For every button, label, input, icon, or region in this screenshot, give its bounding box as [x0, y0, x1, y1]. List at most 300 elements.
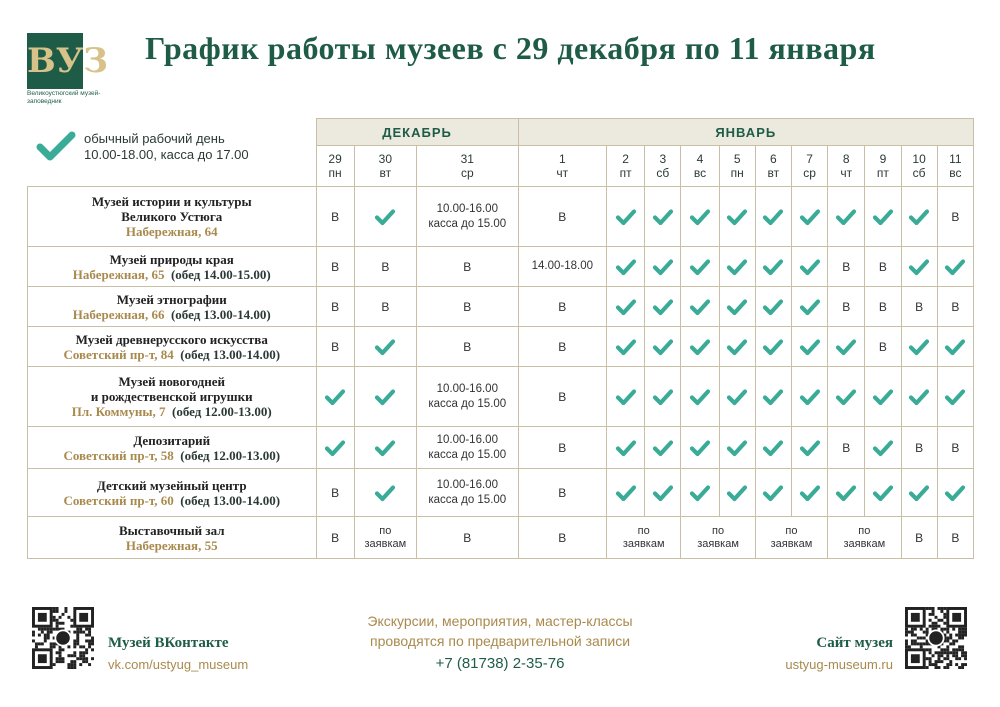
open-day-cell: [645, 327, 681, 367]
open-day-cell: [645, 367, 681, 427]
open-day-cell: [607, 187, 645, 247]
check-icon: [689, 258, 711, 276]
cell-text-line: по: [858, 524, 871, 537]
museum-lunch: (обед 12.00-13.00): [172, 404, 272, 419]
open-day-cell: [681, 247, 719, 287]
check-icon: [762, 388, 784, 406]
open-day-cell: [755, 287, 791, 327]
open-day-cell: [645, 427, 681, 469]
open-day-cell: [645, 287, 681, 327]
open-day-cell: [316, 367, 354, 427]
open-day-cell: [719, 469, 755, 517]
day-header: [417, 146, 519, 187]
check-icon: [652, 208, 674, 226]
museum-address: Набережная, 65: [72, 266, 165, 282]
museum-address-line: [28, 347, 316, 362]
cell-text-line: 10.00-16.00: [436, 478, 498, 491]
open-day-cell: [937, 327, 973, 367]
open-day-cell: [681, 367, 719, 427]
day-off-cell: В: [316, 517, 354, 559]
museum-lunch: (обед 13.00-14.00): [180, 492, 281, 508]
day-off-cell: В: [937, 287, 973, 327]
check-icon: [872, 388, 894, 406]
check-icon: [872, 484, 894, 502]
check-icon: [615, 439, 637, 457]
open-day-cell: [865, 427, 901, 469]
open-day-cell: [865, 187, 901, 247]
day-off-cell: В: [865, 327, 901, 367]
check-icon: [689, 208, 711, 226]
cell-text-line: 10.00-16.00: [436, 202, 498, 215]
check-icon: [374, 439, 396, 457]
open-day-cell: [719, 427, 755, 469]
vk-qr-code-icon: [32, 607, 94, 669]
check-icon: [908, 338, 930, 356]
check-icon: [374, 338, 396, 356]
open-day-cell: [755, 187, 791, 247]
museum-address: Пл. Коммуны, 7: [71, 404, 166, 419]
museum-address: Набережная, 64: [125, 224, 218, 239]
day-weekday: вс: [949, 166, 962, 180]
cell-text-line: касса до 15.00: [428, 397, 507, 410]
table-row: [28, 427, 974, 469]
open-day-cell: [791, 367, 827, 427]
check-icon: [615, 258, 637, 276]
open-day-cell: [607, 469, 645, 517]
open-day-cell: [865, 367, 901, 427]
check-icon: [726, 298, 748, 316]
open-day-cell: [828, 367, 865, 427]
museum-info: [28, 517, 317, 559]
check-icon: [944, 258, 966, 276]
open-day-cell: [354, 469, 416, 517]
by-request-cell: [607, 517, 681, 559]
day-number: 4: [696, 152, 704, 166]
day-number: 2: [622, 152, 629, 166]
day-off-cell: В: [417, 517, 519, 559]
check-icon: [374, 208, 396, 226]
check-icon: [835, 208, 857, 226]
day-number: 5: [733, 152, 741, 166]
open-day-cell: [828, 469, 865, 517]
page-title: График работы музеев с 29 декабря по 11 января: [145, 30, 876, 66]
open-day-cell: [316, 427, 354, 469]
day-header: [937, 146, 973, 187]
museum-name: Депозитарий: [133, 432, 211, 448]
day-number: 6: [770, 152, 777, 166]
open-day-cell: [791, 187, 827, 247]
museum-address: Советский пр-т, 84: [63, 346, 174, 362]
day-number: 10: [912, 152, 926, 166]
open-day-cell: [681, 469, 719, 517]
logo-monogram-icon: ВУЗ: [27, 41, 108, 81]
day-weekday: сб: [912, 166, 926, 180]
open-day-cell: [719, 247, 755, 287]
check-icon: [835, 388, 857, 406]
table-row: [28, 187, 974, 247]
day-off-cell: В: [901, 287, 937, 327]
site-link[interactable]: ustyug-museum.ru: [785, 657, 893, 672]
check-icon: [799, 298, 821, 316]
open-day-cell: [645, 469, 681, 517]
open-day-cell: [719, 367, 755, 427]
museum-name: Музей природы края: [109, 251, 234, 267]
check-icon: [374, 484, 396, 502]
check-icon: [652, 439, 674, 457]
check-icon: [689, 439, 711, 457]
day-off-cell: В: [865, 247, 901, 287]
museum-name: Выставочный зал: [118, 522, 225, 538]
check-icon: [652, 258, 674, 276]
museum-info: [28, 367, 317, 427]
site-qr-code-icon: [905, 607, 967, 669]
open-day-cell: [607, 427, 645, 469]
day-off-cell: В: [828, 427, 865, 469]
open-day-cell: [607, 287, 645, 327]
check-icon: [908, 208, 930, 226]
open-day-cell: [791, 287, 827, 327]
cell-text-line: касса до 15.00: [428, 448, 507, 461]
open-day-cell: [791, 327, 827, 367]
open-day-cell: [828, 187, 865, 247]
cell-text-line: по: [637, 524, 650, 537]
info-line-1: Экскурсии, мероприятия, мастер-классы: [367, 613, 633, 629]
museum-info: [28, 247, 317, 287]
info-line-2: проводятся по предварительной записи: [369, 633, 631, 649]
by-request-cell: [755, 517, 827, 559]
check-icon: [799, 338, 821, 356]
day-off-cell: В: [417, 247, 519, 287]
museum-address-line: [28, 404, 316, 419]
day-header: [791, 146, 827, 187]
museum-info: [28, 427, 317, 469]
table-row: [28, 247, 974, 287]
open-day-cell: [719, 327, 755, 367]
day-header: [681, 146, 719, 187]
cell-text-line: заявкам: [622, 537, 665, 550]
hours-cell: [417, 469, 519, 517]
cell-text-line: касса до 15.00: [428, 493, 507, 506]
day-weekday: пн: [730, 166, 744, 180]
day-off-cell: В: [316, 469, 354, 517]
museum-address-line: [28, 307, 316, 322]
museum-name: Детский музейный центр: [96, 477, 247, 493]
day-header: [607, 146, 645, 187]
day-off-cell: В: [937, 517, 973, 559]
museum-lunch: (обед 14.00-15.00): [170, 266, 271, 282]
day-number: 1: [558, 152, 566, 166]
check-icon: [908, 484, 930, 502]
legend-line-2: 10.00-18.00, касса до 17.00: [84, 147, 249, 162]
cell-text-line: заявкам: [364, 537, 407, 550]
day-off-cell: В: [354, 247, 416, 287]
museum-lunch: (обед 13.00-14.00): [180, 346, 281, 362]
day-number: 11: [949, 152, 962, 166]
check-icon: [726, 208, 748, 226]
open-day-cell: [755, 327, 791, 367]
day-weekday: ср: [803, 166, 816, 180]
check-icon: [726, 258, 748, 276]
day-off-cell: В: [518, 517, 606, 559]
day-header: [901, 146, 937, 187]
check-icon: [835, 484, 857, 502]
check-icon: [944, 388, 966, 406]
check-icon: [799, 258, 821, 276]
cell-text-line: 10.00-16.00: [436, 382, 498, 395]
open-day-cell: [791, 469, 827, 517]
day-off-cell: В: [518, 367, 606, 427]
open-day-cell: [354, 427, 416, 469]
day-weekday: чт: [840, 166, 853, 180]
check-icon: [908, 258, 930, 276]
day-off-cell: В: [828, 247, 865, 287]
open-day-cell: [719, 287, 755, 327]
museum-info: [28, 187, 317, 247]
check-icon: [689, 388, 711, 406]
day-off-cell: В: [316, 247, 354, 287]
museum-address-line: [28, 448, 316, 463]
cell-text-line: касса до 15.00: [428, 217, 507, 230]
museum-name: Музей новогодней: [118, 374, 225, 389]
logo-caption: Великоустюгский музей-заповедник: [27, 90, 101, 105]
open-day-cell: [607, 247, 645, 287]
open-day-cell: [791, 247, 827, 287]
hours-cell: [417, 367, 519, 427]
open-day-cell: [828, 327, 865, 367]
open-day-cell: [645, 187, 681, 247]
check-icon: [615, 338, 637, 356]
day-weekday: пт: [876, 166, 889, 180]
day-weekday: сб: [656, 166, 670, 180]
day-header: [719, 146, 755, 187]
table-row: [28, 327, 974, 367]
day-header: [755, 146, 791, 187]
check-icon: [615, 484, 637, 502]
check-icon: [762, 439, 784, 457]
day-off-cell: В: [865, 287, 901, 327]
cell-text-line: заявкам: [697, 537, 739, 550]
museum-rows: [28, 187, 974, 559]
open-day-cell: [719, 187, 755, 247]
day-header: [518, 146, 606, 187]
day-off-cell: В: [354, 287, 416, 327]
day-number: 31: [460, 152, 474, 166]
open-day-cell: [901, 247, 937, 287]
check-icon: [324, 439, 346, 457]
phone-number[interactable]: +7 (81738) 2-35-76: [435, 655, 565, 672]
vk-title: Музей ВКонтакте: [108, 635, 229, 651]
day-number: 30: [378, 152, 393, 166]
check-icon: [762, 258, 784, 276]
cell-text-line: заявкам: [843, 537, 886, 550]
day-number: 7: [806, 152, 813, 166]
check-icon: [726, 388, 748, 406]
check-icon: [374, 388, 396, 406]
hours-cell: 14.00-18.00: [518, 247, 606, 287]
check-icon: [872, 439, 894, 457]
museum-name: и рождественской игрушки: [90, 389, 253, 404]
day-off-cell: В: [316, 187, 354, 247]
day-header: [316, 146, 354, 187]
open-day-cell: [755, 427, 791, 469]
check-icon: [689, 338, 711, 356]
cell-text-line: по: [712, 524, 725, 537]
legend-spacer: [28, 119, 317, 187]
by-request-cell: [354, 517, 416, 559]
open-day-cell: [937, 469, 973, 517]
by-request-cell: [828, 517, 901, 559]
day-off-cell: В: [937, 187, 973, 247]
day-weekday: пн: [328, 166, 342, 180]
check-icon: [908, 388, 930, 406]
open-day-cell: [607, 367, 645, 427]
schedule-table: [27, 118, 974, 559]
museum-info: [28, 469, 317, 517]
museum-info: [28, 327, 317, 367]
open-day-cell: [354, 367, 416, 427]
check-icon: [799, 484, 821, 502]
open-day-cell: [865, 469, 901, 517]
day-off-cell: В: [518, 187, 606, 247]
day-off-cell: В: [901, 427, 937, 469]
check-icon: [726, 439, 748, 457]
check-icon: [652, 298, 674, 316]
info-text: [300, 611, 700, 651]
site-title: Сайт музея: [816, 635, 893, 651]
by-request-cell: [681, 517, 755, 559]
check-icon: [835, 338, 857, 356]
open-day-cell: [681, 187, 719, 247]
day-header: [865, 146, 901, 187]
check-icon: [799, 208, 821, 226]
open-day-cell: [755, 367, 791, 427]
day-header: [354, 146, 416, 187]
museum-address: Набережная, 66: [72, 306, 165, 322]
cell-text-line: заявкам: [770, 537, 813, 550]
check-icon: [799, 439, 821, 457]
table-row: [28, 287, 974, 327]
day-off-cell: В: [518, 427, 606, 469]
check-icon: [762, 298, 784, 316]
check-icon: [762, 208, 784, 226]
check-icon: [615, 388, 637, 406]
open-day-cell: [901, 469, 937, 517]
check-icon: [689, 484, 711, 502]
check-icon: [652, 484, 674, 502]
check-icon: [799, 388, 821, 406]
open-day-cell: [354, 187, 416, 247]
open-day-cell: [901, 367, 937, 427]
day-header: [828, 146, 865, 187]
day-number: 29: [328, 152, 342, 166]
day-weekday: чт: [556, 166, 569, 180]
check-icon: [762, 338, 784, 356]
open-day-cell: [681, 427, 719, 469]
table-row: [28, 517, 974, 559]
open-day-cell: [681, 327, 719, 367]
check-icon: [324, 388, 346, 406]
check-icon: [652, 338, 674, 356]
day-weekday: вс: [693, 166, 707, 180]
open-day-cell: [681, 287, 719, 327]
month-january: ЯНВАРЬ: [518, 119, 973, 146]
museum-address: Советский пр-т, 60: [63, 492, 174, 508]
open-day-cell: [901, 327, 937, 367]
museum-address-line: [28, 224, 316, 239]
day-number: 8: [842, 152, 850, 166]
open-day-cell: [901, 187, 937, 247]
day-off-cell: В: [937, 427, 973, 469]
day-weekday: вт: [767, 166, 780, 180]
museum-info: [28, 287, 317, 327]
day-number: 9: [879, 152, 887, 166]
open-day-cell: [937, 247, 973, 287]
museum-lunch: (обед 12.00-13.00): [180, 447, 281, 463]
open-day-cell: [755, 247, 791, 287]
museum-name: Музей этнографии: [116, 291, 227, 307]
day-off-cell: В: [417, 327, 519, 367]
check-icon: [689, 298, 711, 316]
museum-address-line: [28, 538, 316, 553]
open-day-cell: [645, 247, 681, 287]
open-day-cell: [755, 469, 791, 517]
day-off-cell: В: [316, 327, 354, 367]
cell-text-line: 10.00-16.00: [436, 433, 498, 446]
day-off-cell: В: [828, 287, 865, 327]
museum-lunch: (обед 13.00-14.00): [170, 306, 271, 322]
open-day-cell: [791, 427, 827, 469]
day-off-cell: В: [518, 327, 606, 367]
day-header: [645, 146, 681, 187]
check-icon: [872, 208, 894, 226]
museum-name: Великого Устюга: [121, 209, 223, 224]
check-icon: [762, 484, 784, 502]
check-icon: [726, 484, 748, 502]
day-off-cell: В: [417, 287, 519, 327]
museum-address: Советский пр-т, 58: [63, 447, 174, 463]
museum-address-line: [28, 267, 316, 282]
legend-line-1: обычный рабочий день: [84, 131, 225, 146]
museum-address-line: [28, 493, 316, 508]
hours-cell: [417, 187, 519, 247]
day-weekday: ср: [460, 166, 474, 180]
table-row: [28, 469, 974, 517]
day-off-cell: В: [901, 517, 937, 559]
cell-text-line: по: [785, 524, 798, 537]
day-off-cell: В: [518, 287, 606, 327]
check-icon: [944, 484, 966, 502]
museum-logo: [27, 33, 108, 89]
day-off-cell: В: [316, 287, 354, 327]
open-day-cell: [607, 327, 645, 367]
check-icon: [652, 388, 674, 406]
open-day-cell: [937, 367, 973, 427]
cell-text-line: по: [379, 524, 392, 537]
check-icon: [726, 338, 748, 356]
check-icon: [615, 208, 637, 226]
check-icon: [615, 298, 637, 316]
museum-address: Набережная, 55: [125, 537, 218, 553]
day-weekday: вт: [379, 166, 392, 180]
museum-name: Музей истории и культуры: [91, 194, 252, 209]
day-weekday: пт: [619, 166, 632, 180]
vk-link[interactable]: vk.com/ustyug_museum: [108, 657, 249, 672]
month-december: ДЕКАБРЬ: [316, 119, 518, 146]
day-off-cell: В: [518, 469, 606, 517]
check-icon: [944, 338, 966, 356]
table-row: [28, 367, 974, 427]
museum-name: Музей древнерусского искусства: [75, 331, 268, 347]
